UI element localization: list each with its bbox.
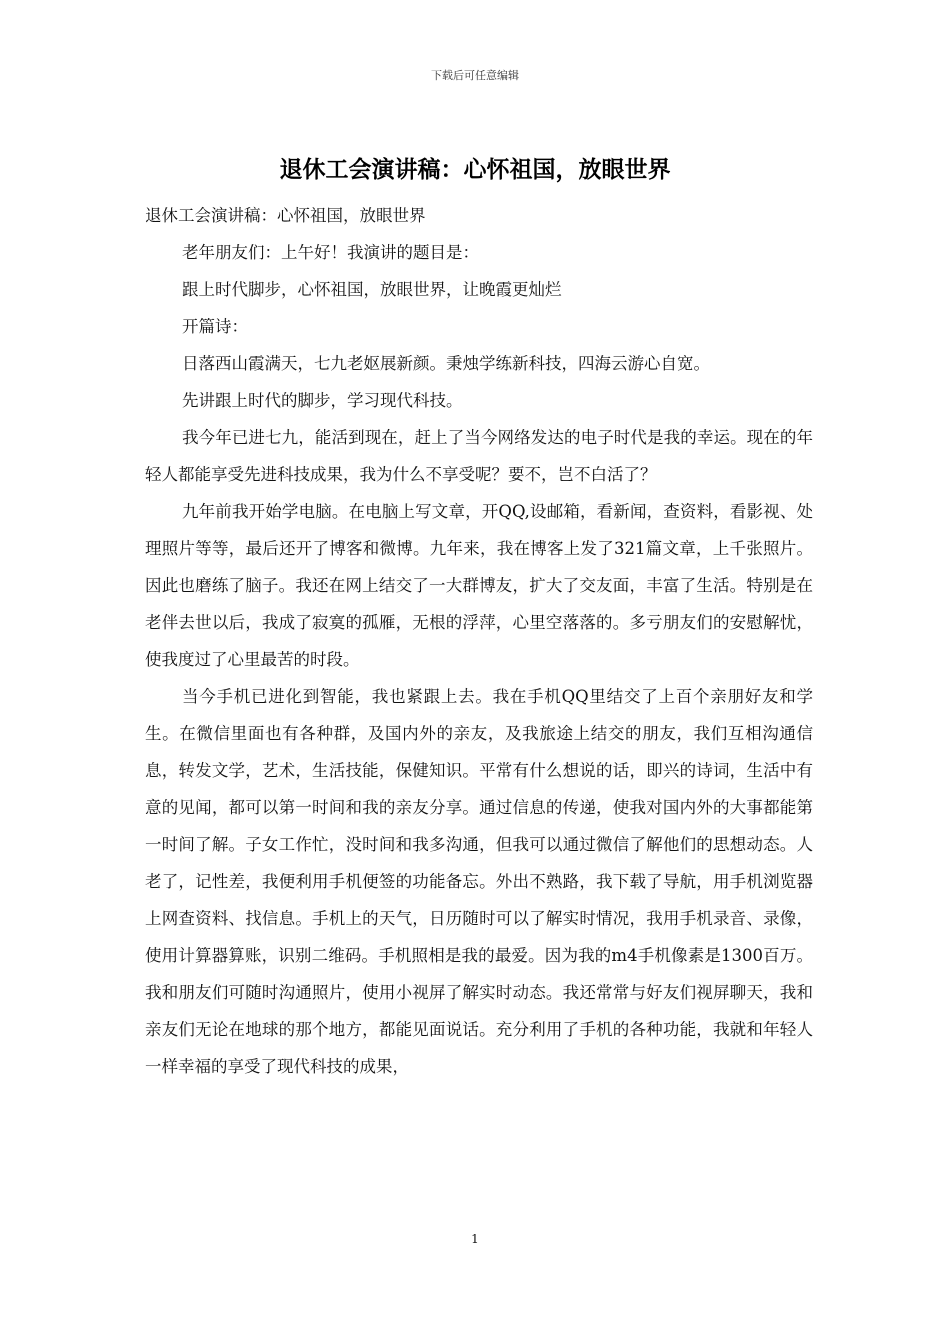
header-note: 下载后可任意编辑: [431, 69, 519, 82]
poem-heading: 开篇诗：: [182, 317, 248, 336]
greeting-paragraph: 老年朋友们：上午好！我演讲的题目是：: [182, 243, 479, 262]
section-intro-paragraph: 先讲跟上时代的脚步，学习现代科技。: [182, 391, 463, 410]
document-body: [145, 197, 813, 1085]
page-number: 1: [471, 1232, 479, 1246]
body-paragraph: 我今年已进七九，能活到现在，赶上了当今网络发达的电子时代是我的幸运。现在的年轻人都能享受先进科技成果，我为什么不享受呢？要不，岂不白活了？: [145, 428, 813, 484]
body-paragraph: 当今手机已进化到智能，我也紧跟上去。我在手机QQ里结交了上百个亲朋好友和学生。在微信里面也有各种群，及国内外的亲友，及我旅途上结交的朋友，我们互相沟通信息，转发文学，艺术，生活技能，保健知识。平常有什么想说的话，即兴的诗词，生活中有意的见闻，都可以第一时间和我的亲友分享。通过信息的传递，使我对国内外的大事都能第一时间了解。子女工作忙，没时间和我多沟通，但我可以通过微信了解他们的思想动态。人老了，记性差，我便利用手机便签的功能备忘。外出不熟路，我下载了导航，用手机浏览器上网查资料、找信息。手机上的天气，日历随时可以了解实时情况，我用手机录音、录像，使用计算器算账，识别二维码。手机照相是我的最爱。因为我的m4手机像素是1300百万。我和朋友们可随时沟通照片，使用小视屏了解实时动态。我还常常与好友们视屏聊天，我和亲友们无论在地球的那个地方，都能见面说话。充分利用了手机的各种功能，我就和年轻人一样幸福的享受了现代科技的成果，: [145, 687, 813, 1076]
document-title: 退休工会演讲稿：心怀祖国，放眼世界: [279, 157, 671, 183]
poem-paragraph: 日落西山霞满天，七九老妪展新颜。秉烛学练新科技，四海云游心自宽。: [182, 354, 710, 373]
subtitle-line: 退休工会演讲稿：心怀祖国，放眼世界: [145, 206, 426, 225]
body-paragraph: 九年前我开始学电脑。在电脑上写文章，开QQ,设邮箱，看新闻，查资料，看影视、处理照片等等，最后还开了博客和微博。九年来，我在博客上发了321篇文章，上千张照片。因此也磨练了脑子。我还在网上结交了一大群博友，扩大了交友面，丰富了生活。特别是在老伴去世以后，我成了寂寞的孤雁，无根的浮萍，心里空落落的。多亏朋友们的安慰解忧，使我度过了心里最苦的时段。: [145, 502, 813, 669]
speech-topic-paragraph: 跟上时代脚步，心怀祖国，放眼世界，让晚霞更灿烂: [182, 280, 562, 299]
